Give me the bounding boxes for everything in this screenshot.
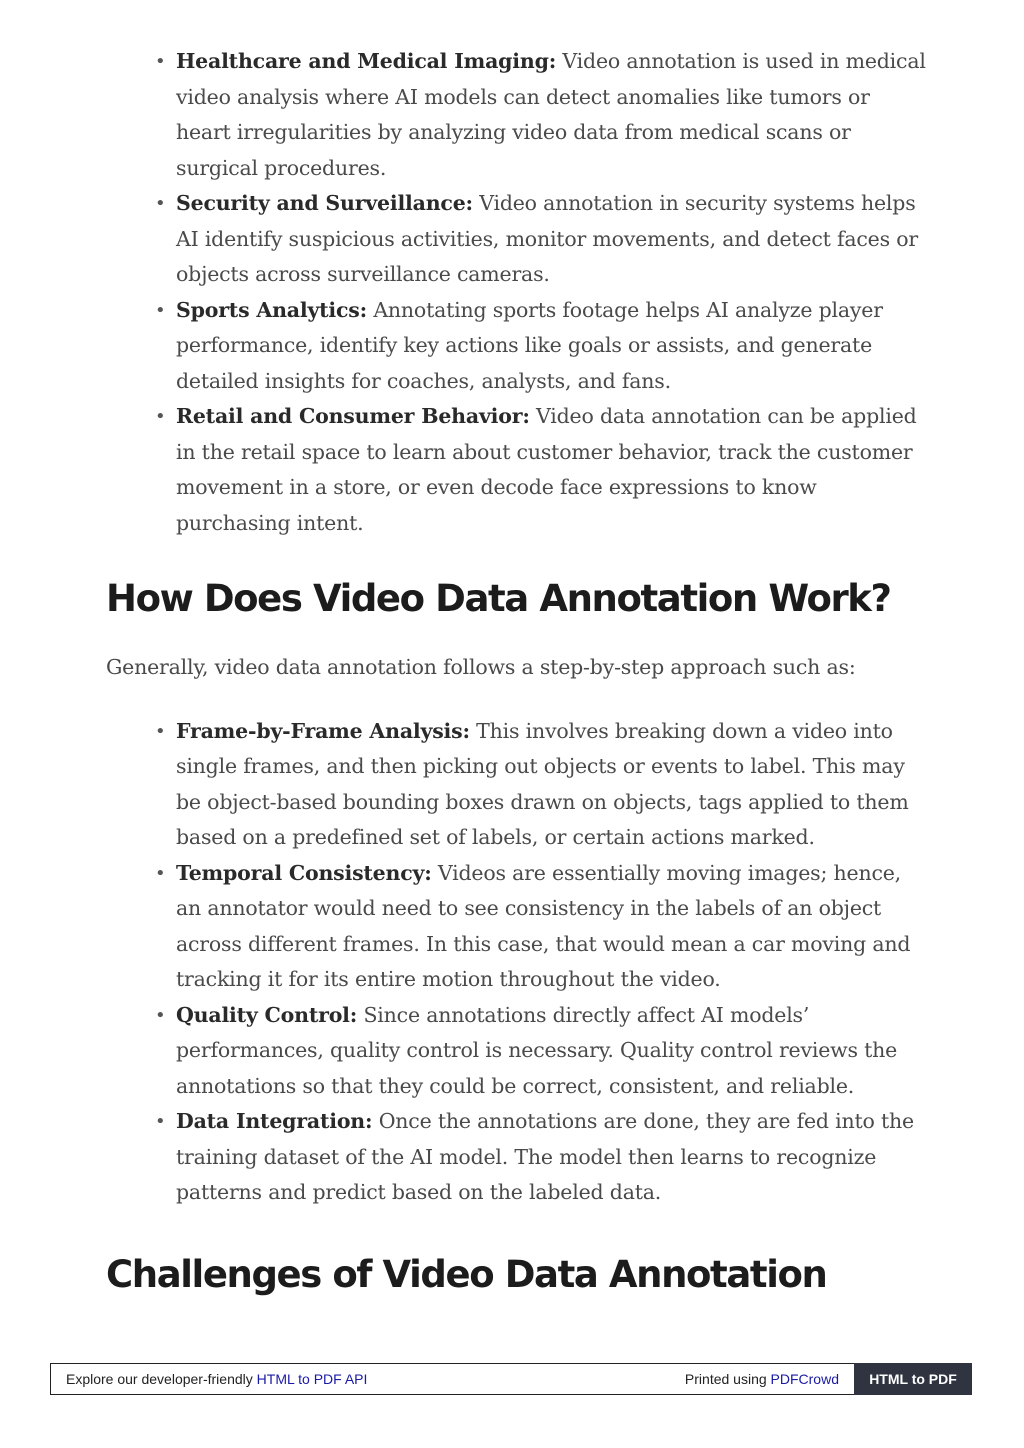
list-item-text: Videos are essentially moving images; hence, an annotator would need to see consistency in the labels of an object across different frames. In this case, that would mean a car moving and tracking it for its entire motion throughout the video. (176, 860, 911, 991)
bullet-icon: • (155, 193, 166, 214)
list-item-text: This involves breaking down a video into single frames, and then picking out objects or events to label. This may be object-based bounding boxes drawn on objects, tags applied to them based on a predefined set of labels, or certain actions marked. (176, 718, 909, 849)
pdfcrowd-link[interactable]: PDFCrowd (770, 1371, 839, 1387)
html-to-pdf-api-link[interactable]: HTML to PDF API (256, 1371, 368, 1387)
list-item-text: Since annotations directly affect AI models’ performances, quality control is necessary. Quality control reviews the annotations so that they could be correct, consistent, and reliable. (176, 1002, 898, 1098)
footer-right-text: Printed using (684, 1371, 771, 1387)
list-item-title: Frame-by-Frame Analysis: (176, 718, 470, 743)
list-item-text: Video annotation is used in medical video analysis where AI models can detect anomalies like tumors or heart irregularities by analyzing video data from medical scans or surgical procedures. (176, 49, 926, 180)
list-item (155, 293, 926, 400)
list-item (155, 998, 926, 1105)
footer-left-text: Explore our developer-friendly (66, 1371, 257, 1387)
list-item-title: Sports Analytics: (176, 297, 367, 322)
list-item-title: Security and Surveillance: (176, 191, 473, 215)
list-item-text: Video data annotation can be applied in the retail space to learn about customer behavior, track the customer movement in a store, or even decode face expressions to know purchasing intent. (176, 404, 917, 535)
section-heading-challenges: Challenges of Video Data Annotation (106, 1252, 827, 1296)
list-item-text: Annotating sports footage helps AI analyze player performance, identify key actions like goals or assists, and generate detailed insights for coaches, analysts, and fans. (176, 297, 883, 393)
list-item (155, 399, 926, 541)
list-item-title: Quality Control: (176, 1002, 358, 1027)
list-item-title: Healthcare and Medical Imaging: (176, 49, 557, 73)
bullet-icon: • (155, 1004, 166, 1026)
bullet-icon: • (155, 862, 166, 884)
steps-list (106, 714, 926, 1211)
list-item-text: Once the annotations are done, they are fed into the training dataset of the AI model. The model then learns to recognize patterns and predict based on the labeled data. (176, 1109, 914, 1204)
list-item (155, 856, 926, 998)
list-item-title: Data Integration: (176, 1109, 373, 1133)
section-heading-how: How Does Video Data Annotation Work? (106, 577, 891, 620)
intro-paragraph: Generally, video data annotation follows a step-by-step approach such as: (106, 655, 856, 679)
list-item (155, 714, 926, 856)
article-content (106, 44, 926, 1299)
bullet-icon: • (155, 51, 166, 72)
bullet-icon: • (155, 299, 166, 321)
use-cases-list (106, 44, 926, 541)
list-item (155, 44, 926, 186)
bullet-icon: • (155, 1111, 166, 1132)
footer-right (685, 1371, 839, 1387)
list-item-text: Video annotation in security systems helps AI identify suspicious activities, monitor movements, and detect faces or objects across surveillance cameras. (176, 191, 918, 286)
bullet-icon: • (155, 406, 166, 427)
list-item (155, 1104, 926, 1211)
pdfcrowd-footer (50, 1363, 972, 1395)
html-to-pdf-button[interactable]: HTML to PDF (854, 1363, 972, 1395)
footer-left (66, 1371, 367, 1387)
list-item-title: Temporal Consistency: (176, 860, 432, 885)
bullet-icon: • (155, 720, 166, 742)
list-item-title: Retail and Consumer Behavior: (176, 404, 530, 428)
list-item (155, 186, 926, 293)
